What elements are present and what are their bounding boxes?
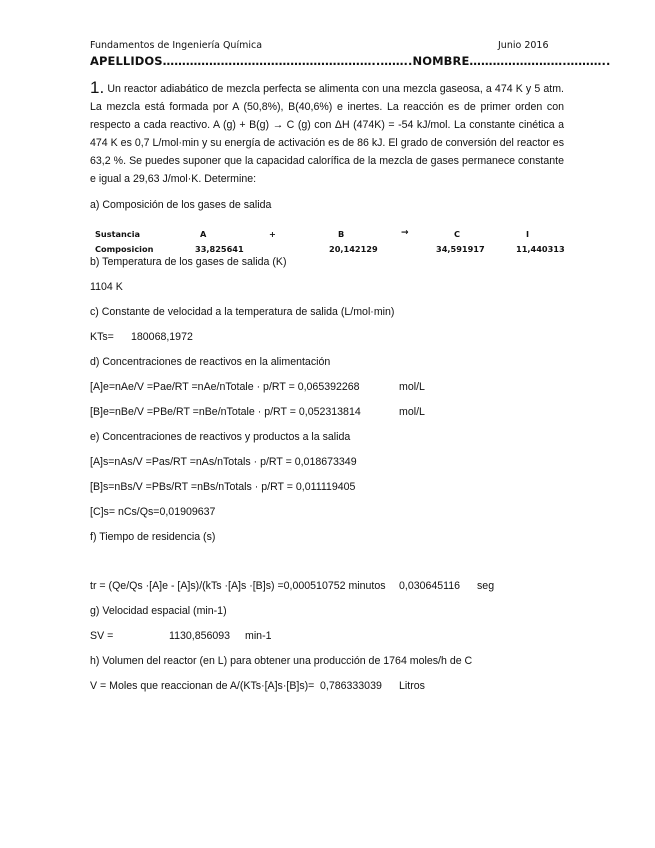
- part-e-line-2: [B]s=nBs/V =PBs/RT =nBs/nTotals · p/RT = 0,011119405: [90, 481, 356, 493]
- part-b-answer: 1104 K: [90, 281, 123, 293]
- part-f-seconds: 0,030645116: [399, 580, 461, 592]
- part-f-label: f) Tiempo de residencia (s): [90, 531, 216, 543]
- table-header-i: I: [526, 229, 530, 239]
- table-row-label: Composicion: [95, 244, 154, 254]
- exam-date: Junio 2016: [498, 40, 549, 51]
- question-statement: [90, 80, 564, 189]
- part-e-line-1: [A]s=nAs/V =Pas/RT =nAs/nTotals · p/RT = 0,018673349: [90, 456, 357, 468]
- part-g-answer-label: SV =: [90, 630, 114, 642]
- table-header-plus: +: [269, 229, 276, 239]
- part-c-label: c) Constante de velocidad a la temperatura de salida (L/mol·min): [90, 306, 395, 318]
- part-g-label: g) Velocidad espacial (min-1): [90, 605, 227, 617]
- question-text: Un reactor adiabático de mezcla perfecta se alimenta con una mezcla gaseosa, a 474 K y 5 atm. La mezcla está formada por A (50,8%), B(40,6%) e inertes. La reacción es de primer orden con respecto a cada reactivo. A (g) + B(g) → C (g) con ΔH (474K) = -54 kJ/mol. La constante cinética a 474 K es 0,7 L/mol·min y su energía de activación es de 86 kJ. El grado de conversión del reactor es 63,2 %. Se puedes suponer que la capacidad calorífica de la mezcla de gases permanece constante e igual a 29,63 J/mol·K. Determine:: [90, 83, 564, 186]
- part-e-line-3: [C]s= nCs/Qs=0,01909637: [90, 506, 216, 518]
- question-number: 1.: [90, 78, 105, 97]
- table-header-sustancia: Sustancia: [95, 229, 141, 239]
- part-h-value: 0,786333039: [320, 680, 382, 692]
- table-header-b: B: [338, 229, 345, 239]
- table-cell-c: 34,591917: [436, 244, 485, 254]
- table-header-c: C: [454, 229, 461, 239]
- part-g-unit: min-1: [245, 630, 272, 642]
- table-header-arrow: →: [401, 228, 409, 238]
- table-header-a: A: [200, 229, 207, 239]
- part-g-answer-value: 1130,856093: [169, 630, 231, 642]
- table-cell-i: 11,440313: [516, 244, 565, 254]
- part-e-label: e) Concentraciones de reactivos y productos a la salida: [90, 431, 351, 443]
- part-d-label: d) Concentraciones de reactivos en la alimentación: [90, 356, 331, 368]
- part-d-line-2: [B]e=nBe/V =PBe/RT =nBe/nTotale · p/RT = 0,052313814: [90, 406, 361, 418]
- part-f-unit: seg: [477, 580, 495, 592]
- course-title: Fundamentos de Ingeniería Química: [90, 40, 263, 51]
- part-a-label: a) Composición de los gases de salida: [90, 199, 272, 211]
- part-c-answer-value: 180068,1972: [131, 331, 193, 343]
- part-b-label: b) Temperatura de los gases de salida (K): [90, 256, 287, 268]
- part-d-line-2-unit: mol/L: [399, 406, 425, 418]
- part-h-label: h) Volumen del reactor (en L) para obtener una producción de 1764 moles/h de C: [90, 655, 473, 667]
- part-c-answer-label: KTs=: [90, 331, 114, 343]
- part-d-line-1-unit: mol/L: [399, 381, 425, 393]
- part-d-line-1: [A]e=nAe/V =Pae/RT =nAe/nTotale · p/RT = 0,065392268: [90, 381, 360, 393]
- table-cell-b: 20,142129: [329, 244, 378, 254]
- name-line: APELLIDOS………………………………………………..……..NOMBRE…………………….………..: [90, 54, 611, 68]
- part-h-answer: V = Moles que reaccionan de A/(KTs·[A]s·[B]s)=: [90, 680, 315, 692]
- table-cell-a: 33,825641: [195, 244, 244, 254]
- part-h-unit: Litros: [399, 680, 425, 692]
- part-f-formula: tr = (Qe/Qs ·[A]e - [A]s)/(kTs ·[A]s ·[B]s) =0,000510752 minutos: [90, 580, 386, 592]
